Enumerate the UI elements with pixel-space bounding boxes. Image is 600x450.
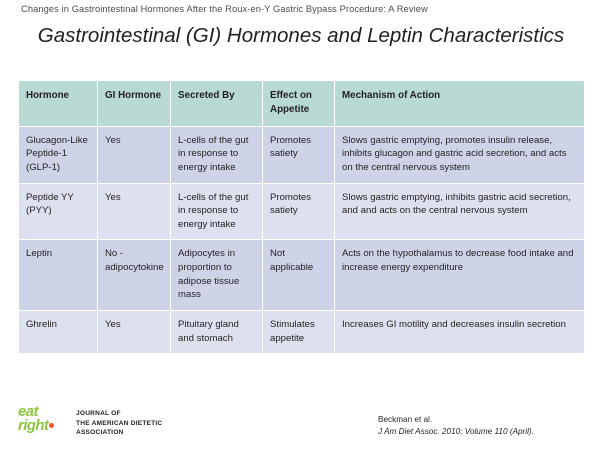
cell-effect-on-appetite: Promotes satiety <box>263 183 335 240</box>
column-header-secreted-by: Secreted By <box>171 81 263 127</box>
table-row <box>19 310 585 353</box>
table-header-row <box>19 81 585 127</box>
column-header-effect-on-appetite: Effect on Appetite <box>263 81 335 127</box>
cell-mechanism: Slows gastric emptying, inhibits gastric acid secretion, and and acts on the central nervous system <box>335 183 585 240</box>
logo-line-eat: eat <box>18 403 38 420</box>
cell-mechanism: Increases GI motility and decreases insulin secretion <box>335 310 585 353</box>
running-title: Changes in Gastrointestinal Hormones After the Roux-en-Y Gastric Bypass Procedure: A Review <box>21 4 428 14</box>
cell-gi-hormone: Yes <box>98 183 171 240</box>
table-header <box>19 81 585 127</box>
cell-effect-on-appetite: Not applicable <box>263 240 335 310</box>
table-row <box>19 126 585 183</box>
cell-hormone: Peptide YY (PYY) <box>19 183 98 240</box>
cell-hormone: Leptin <box>19 240 98 310</box>
citation-authors: Beckman et al. <box>378 415 433 424</box>
cell-secreted-by: Pituitary gland and stomach <box>171 310 263 353</box>
citation-source: J Am Diet Assoc. 2010; Volume 110 (April). <box>378 427 534 437</box>
cell-mechanism: Slows gastric emptying, promotes insulin release, inhibits glucagon and gastric acid secretion, and acts on the central nervous system <box>335 126 585 183</box>
cell-mechanism: Acts on the hypothalamus to decrease food intake and increase energy expenditure <box>335 240 585 310</box>
citation <box>378 414 534 439</box>
journal-line-2: THE AMERICAN DIETETIC <box>76 419 163 427</box>
cell-gi-hormone: Yes <box>98 126 171 183</box>
cell-secreted-by: Adipocytes in proportion to adipose tissue mass <box>171 240 263 310</box>
cell-effect-on-appetite: Stimulates appetite <box>263 310 335 353</box>
column-header-hormone: Hormone <box>19 81 98 127</box>
cell-effect-on-appetite: Promotes satiety <box>263 126 335 183</box>
cell-hormone: Glucagon-Like Peptide-1 (GLP-1) <box>19 126 98 183</box>
table-row <box>19 240 585 310</box>
cell-hormone: Ghrelin <box>19 310 98 353</box>
cell-gi-hormone: Yes <box>98 310 171 353</box>
logo-line-right <box>18 419 70 433</box>
cell-secreted-by: L-cells of the gut in response to energy intake <box>171 126 263 183</box>
eatright-logo <box>18 405 70 435</box>
logo-right-text: right <box>18 417 49 435</box>
column-header-mechanism-of-action: Mechanism of Action <box>335 81 585 127</box>
logo-dot-icon <box>49 423 54 428</box>
cell-secreted-by: L-cells of the gut in response to energy intake <box>171 183 263 240</box>
journal-imprint <box>76 409 162 438</box>
journal-line-1: JOURNAL OF <box>76 410 121 417</box>
cell-gi-hormone: No - adipocytokine <box>98 240 171 310</box>
table-row <box>19 183 585 240</box>
page-title: Gastrointestinal (GI) Hormones and Leptin Characteristics <box>37 24 565 47</box>
table-body <box>19 126 585 353</box>
gi-hormones-table <box>18 80 585 354</box>
column-header-gi-hormone: GI Hormone <box>98 81 171 127</box>
journal-line-3: ASSOCIATION <box>76 429 124 437</box>
